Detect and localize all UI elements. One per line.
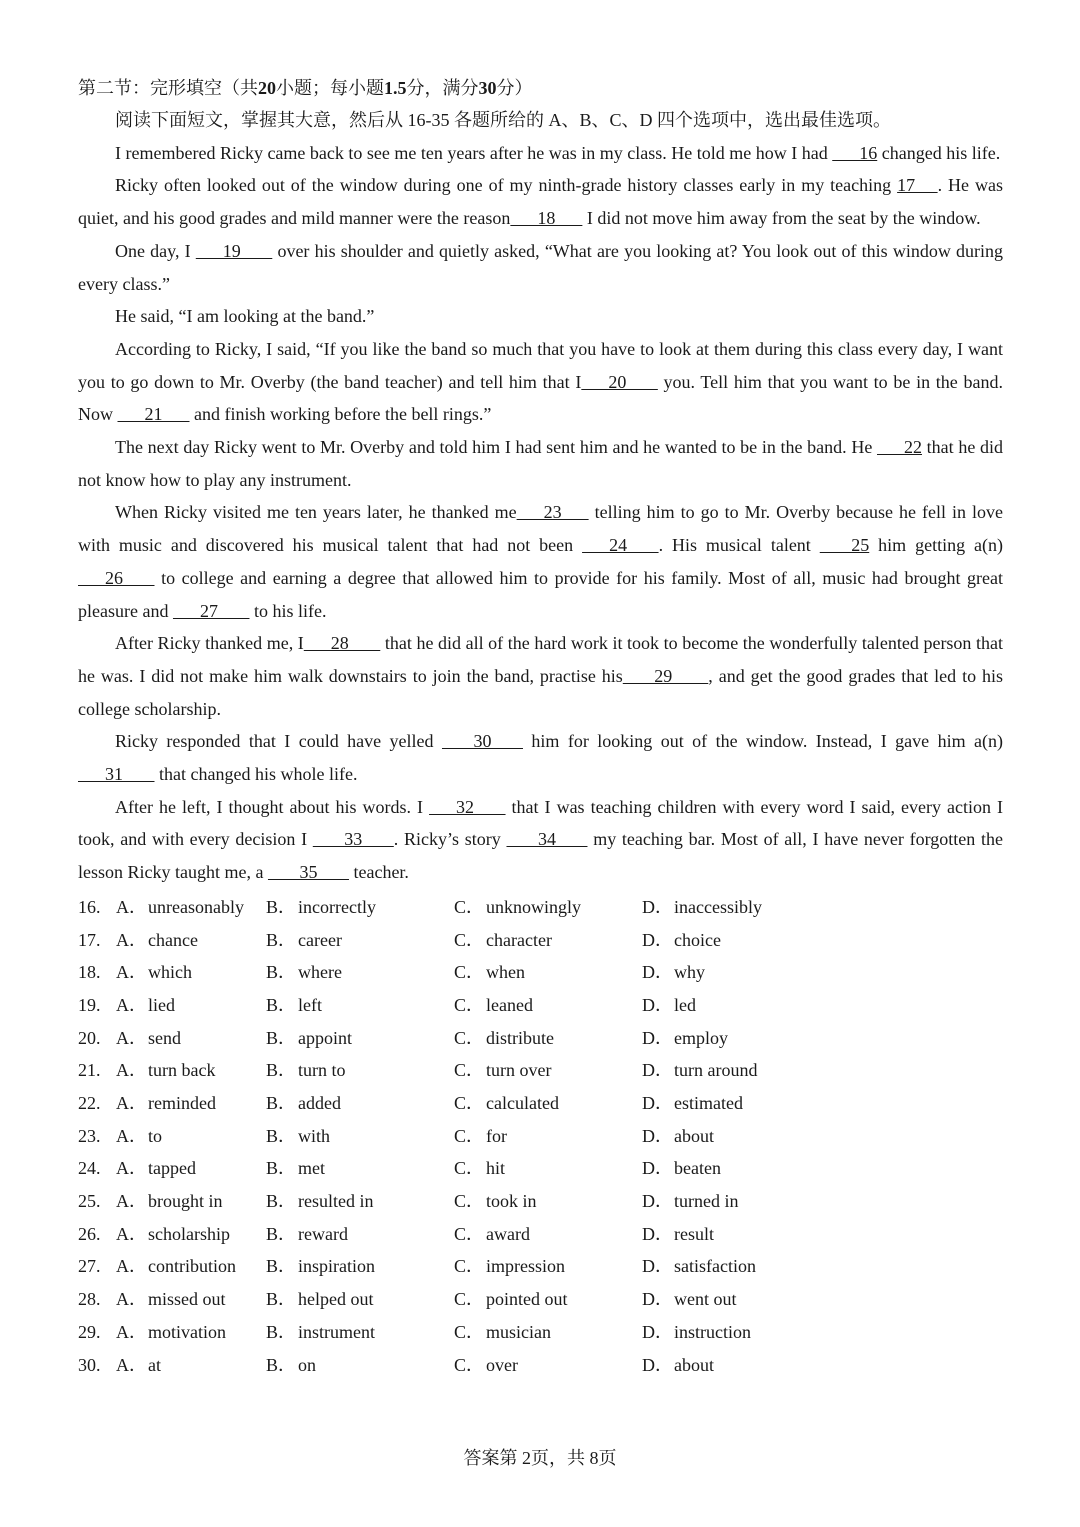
option-text: musician (486, 1321, 551, 1342)
option-a (116, 1152, 266, 1185)
answer-blank: 23 (516, 502, 589, 523)
question-number: 28. (78, 1289, 101, 1310)
option-c (454, 1250, 642, 1283)
section-title-text: 分） (496, 78, 533, 98)
passage-paragraph (78, 725, 1003, 790)
option-text: chance (148, 929, 198, 950)
option-text: for (486, 1125, 507, 1146)
option-a (116, 1054, 266, 1087)
passage-text: that he did all of the hard work it took to become the wonderfully talented person that he was. I did not make him walk downstairs to join the band, practise his (78, 633, 1004, 686)
passage-text: him for looking out of the window. Instead, I gave him a(n) (522, 731, 1003, 752)
answer-blank: 24 (582, 535, 659, 556)
option-text: why (674, 962, 705, 983)
option-text: added (298, 1093, 341, 1113)
section-title-count: 20 (258, 78, 276, 98)
option-letter: D． (642, 1060, 673, 1081)
option-letter: B． (266, 1354, 297, 1375)
option-letter: C． (454, 1256, 485, 1277)
option-letter: C． (454, 1125, 485, 1146)
option-letter: D． (642, 1289, 673, 1310)
option-letter: B． (266, 1289, 297, 1310)
passage-paragraph (78, 137, 1003, 170)
option-letter: A． (116, 1321, 147, 1342)
option-text: went out (674, 1289, 737, 1310)
option-d (642, 1120, 842, 1153)
option-text: left (298, 994, 322, 1015)
option-text: appoint (298, 1027, 352, 1048)
option-row (78, 1120, 1003, 1153)
option-d (642, 1250, 842, 1283)
option-letter: A． (116, 1256, 147, 1277)
option-text: about (674, 1125, 714, 1146)
option-letter: A． (116, 1191, 147, 1212)
option-row (78, 1022, 1003, 1055)
option-letter: B． (266, 896, 297, 917)
option-row (78, 1250, 1003, 1283)
option-a (116, 1283, 266, 1316)
answer-blank: 28 (303, 633, 381, 654)
option-text: turned in (674, 1191, 739, 1212)
option-letter: A． (116, 1027, 147, 1048)
passage-text: When Ricky visited me ten years later, he thanked me (115, 502, 517, 523)
option-letter: D． (642, 1354, 673, 1375)
option-a (116, 924, 266, 957)
option-text: helped out (298, 1289, 374, 1310)
option-row (78, 1283, 1003, 1316)
cloze-passage (78, 137, 1003, 889)
option-d (642, 1185, 842, 1218)
option-a (116, 1087, 266, 1120)
passage-paragraph (78, 235, 1003, 300)
option-letter: C． (454, 1321, 485, 1342)
option-b (266, 956, 454, 989)
passage-paragraph (78, 333, 1003, 431)
question-number: 21. (78, 1060, 101, 1081)
option-letter: B． (266, 994, 297, 1015)
option-row (78, 956, 1003, 989)
section-title-total: 30 (478, 78, 497, 98)
option-text: result (674, 1223, 714, 1244)
option-c (454, 1316, 642, 1349)
option-text: choice (674, 929, 721, 950)
question-number: 26. (78, 1223, 101, 1244)
answer-blank: 34 (506, 829, 588, 850)
page-footer: 答案第 2页，共 8页 (463, 1448, 617, 1468)
option-letter: A． (116, 1093, 147, 1113)
option-letter: A． (116, 994, 147, 1015)
option-d (642, 989, 842, 1022)
question-number: 16. (78, 896, 101, 917)
option-letter: C． (454, 896, 485, 917)
option-c (454, 1218, 642, 1251)
answer-blank: 21 (117, 404, 190, 425)
answer-blank: 20 (581, 371, 658, 392)
option-letter: C． (454, 1191, 485, 1212)
option-letter: B． (266, 1223, 297, 1244)
option-text: unreasonably (148, 896, 244, 917)
option-b (266, 1022, 454, 1055)
passage-text: , and get the good grades that led to his college scholarship. (78, 665, 1003, 719)
passage-text: that he did not know how to play any instrument. (78, 437, 1004, 490)
passage-paragraph (78, 169, 1003, 234)
option-letter: D． (642, 1223, 673, 1244)
option-letter: A． (116, 929, 147, 950)
option-text: with (298, 1125, 331, 1146)
passage-text: to college and earning a degree that allowed him to provide for his family. Most of all, music had brought great pleasure and (78, 567, 1003, 621)
option-letter: A． (116, 1289, 147, 1310)
option-a (116, 1185, 266, 1218)
passage-text: After Ricky thanked me, I (115, 633, 304, 654)
option-letter: B． (266, 1191, 297, 1212)
option-letter: A． (116, 1354, 147, 1375)
option-letter: A． (116, 962, 147, 983)
option-letter: A． (116, 896, 147, 917)
option-b (266, 1316, 454, 1349)
option-text: estimated (674, 1093, 743, 1113)
section-title (78, 72, 1003, 104)
answer-options (78, 891, 1003, 1381)
passage-text: The next day Ricky went to Mr. Overby and told him I had sent him and he wanted to be in the band. He (115, 437, 877, 458)
passage-text: teacher. (348, 862, 409, 883)
option-d (642, 1283, 842, 1316)
answer-blank: 18 (510, 208, 583, 229)
option-letter: B． (266, 1256, 297, 1277)
passage-text: that I was teaching children with every word I said, every action I took, and with every decision I (78, 796, 1004, 850)
option-b (266, 1283, 454, 1316)
option-text: turn to (298, 1060, 346, 1081)
option-text: reward (298, 1223, 348, 1244)
passage-text: my teaching bar. Most of all, I have never forgotten the lesson Ricky taught me, a (78, 829, 1003, 883)
option-a (116, 1349, 266, 1382)
passage-text: . Ricky’s story (393, 829, 507, 850)
option-c (454, 891, 642, 924)
option-text: instruction (674, 1321, 751, 1342)
answer-blank: 33 (312, 829, 394, 850)
option-text: send (148, 1027, 181, 1048)
passage-paragraph (78, 791, 1003, 889)
option-letter: A． (116, 1125, 147, 1146)
option-text: lied (148, 994, 175, 1015)
option-a (116, 956, 266, 989)
option-letter: D． (642, 1256, 673, 1277)
option-b (266, 1349, 454, 1382)
option-letter: C． (454, 1093, 485, 1113)
option-c (454, 1185, 642, 1218)
option-text: about (674, 1354, 714, 1375)
option-d (642, 1022, 842, 1055)
option-a (116, 1120, 266, 1153)
option-letter: C． (454, 1289, 485, 1310)
answer-blank: 22 (877, 437, 922, 458)
option-c (454, 1120, 642, 1153)
answer-blank: 29 (622, 665, 709, 686)
option-b (266, 891, 454, 924)
question-number: 23. (78, 1125, 101, 1146)
option-d (642, 1087, 842, 1120)
option-text: incorrectly (298, 896, 376, 917)
passage-text: . His musical talent (658, 535, 820, 556)
passage-text: According to Ricky, I said, “If you like the band so much that you have to look at them during this class every day, I want you to go down to Mr. Overby (the band teacher) and tell him that I (78, 338, 1003, 392)
option-text: employ (674, 1027, 728, 1048)
question-number: 19. (78, 994, 101, 1015)
option-row (78, 1054, 1003, 1087)
option-text: inaccessibly (674, 896, 762, 917)
option-letter: B． (266, 1158, 297, 1179)
option-row (78, 891, 1003, 924)
option-letter: B． (266, 1060, 297, 1081)
answer-blank: 16 (832, 142, 878, 163)
question-number: 29. (78, 1321, 101, 1342)
option-letter: B． (266, 1321, 297, 1342)
option-letter: B． (266, 962, 297, 983)
option-letter: C． (454, 962, 485, 983)
option-c (454, 924, 642, 957)
option-letter: D． (642, 962, 673, 983)
passage-text: . He was quiet, and his good grades and mild manner were the reason (78, 175, 1003, 229)
section-title-text: 分，满分 (406, 78, 479, 98)
option-letter: B． (266, 1093, 297, 1113)
option-text: calculated (486, 1093, 559, 1113)
passage-text: that changed his whole life. (154, 764, 358, 785)
option-text: distribute (486, 1027, 554, 1048)
option-a (116, 1316, 266, 1349)
option-text: contribution (148, 1256, 236, 1277)
option-letter: A． (116, 1158, 147, 1179)
answer-blank: 32 (429, 796, 506, 817)
option-text: inspiration (298, 1256, 375, 1277)
option-c (454, 1087, 642, 1120)
question-number: 24. (78, 1158, 101, 1179)
option-text: instrument (298, 1321, 375, 1342)
answer-sheet-page (78, 72, 1003, 1381)
option-letter: D． (642, 1093, 673, 1113)
question-number: 20. (78, 1027, 101, 1048)
option-letter: C． (454, 1158, 485, 1179)
passage-text: I did not move him away from the seat by the window. (582, 208, 981, 229)
option-a (116, 1022, 266, 1055)
option-text: led (674, 994, 696, 1015)
option-d (642, 956, 842, 989)
option-text: took in (486, 1191, 537, 1212)
option-c (454, 1054, 642, 1087)
option-row (78, 1349, 1003, 1382)
option-b (266, 924, 454, 957)
answer-blank: 27 (172, 600, 250, 621)
option-text: turn over (486, 1060, 552, 1081)
option-letter: C． (454, 994, 485, 1015)
option-letter: D． (642, 1321, 673, 1342)
option-letter: C． (454, 1060, 485, 1081)
option-text: resulted in (298, 1191, 374, 1212)
option-b (266, 1120, 454, 1153)
answer-blank: 26 (78, 567, 155, 588)
option-letter: B． (266, 1125, 297, 1146)
option-text: reminded (148, 1093, 216, 1113)
passage-text: you. Tell him that you want to be in the band. Now (78, 371, 1003, 425)
section-title-points: 1.5 (384, 78, 407, 98)
answer-blank: 35 (267, 862, 349, 883)
option-letter: D． (642, 929, 673, 950)
passage-text: After he left, I thought about his words. I (115, 796, 430, 817)
option-b (266, 1250, 454, 1283)
option-letter: D． (642, 1125, 673, 1146)
option-a (116, 989, 266, 1022)
option-text: when (486, 962, 525, 983)
option-text: over (486, 1354, 518, 1375)
option-a (116, 1250, 266, 1283)
instructions: 阅读下面短文，掌握其大意，然后从 16-35 各题所给的 A、B、C、D 四个选项中，选出最佳选项。 (115, 110, 891, 130)
question-number: 27. (78, 1256, 101, 1277)
passage-paragraph (78, 431, 1003, 496)
passage-text: One day, I (115, 240, 196, 261)
option-b (266, 1087, 454, 1120)
option-text: turn back (148, 1060, 216, 1081)
section-title-text: 第二节：完形填空（共 (78, 78, 258, 98)
option-a (116, 1218, 266, 1251)
question-number: 30. (78, 1354, 101, 1375)
option-c (454, 956, 642, 989)
answer-blank: 19 (195, 240, 273, 261)
option-d (642, 1152, 842, 1185)
option-row (78, 1185, 1003, 1218)
passage-text: He said, “I am looking at the band.” (115, 306, 375, 327)
option-letter: D． (642, 1158, 673, 1179)
option-text: career (298, 929, 342, 950)
answer-blank: 31 (78, 764, 155, 785)
option-c (454, 1022, 642, 1055)
option-row (78, 989, 1003, 1022)
option-d (642, 1218, 842, 1251)
option-letter: A． (116, 1060, 147, 1081)
option-letter: C． (454, 1223, 485, 1244)
option-letter: B． (266, 1027, 297, 1048)
passage-paragraph (78, 627, 1003, 725)
option-b (266, 1152, 454, 1185)
option-d (642, 1054, 842, 1087)
question-number: 18. (78, 962, 101, 983)
option-letter: B． (266, 929, 297, 950)
option-text: at (148, 1354, 161, 1375)
passage-text: him getting a(n) (869, 535, 1003, 556)
section-title-text: 小题；每小题 (276, 78, 384, 98)
passage-text: changed his life. (877, 142, 1001, 163)
answer-blank: 25 (819, 535, 870, 556)
passage-paragraph (78, 300, 1003, 333)
question-number: 25. (78, 1191, 101, 1212)
option-letter: C． (454, 1354, 485, 1375)
option-d (642, 891, 842, 924)
option-text: leaned (486, 994, 533, 1015)
option-text: hit (486, 1158, 506, 1179)
option-row (78, 1316, 1003, 1349)
option-c (454, 989, 642, 1022)
answer-blank: 17 (897, 175, 938, 196)
option-text: unknowingly (486, 896, 582, 917)
option-text: missed out (148, 1289, 226, 1310)
option-text: where (298, 962, 342, 983)
option-row (78, 1218, 1003, 1251)
option-text: turn around (674, 1060, 758, 1081)
passage-text: to his life. (249, 600, 327, 621)
option-row (78, 1152, 1003, 1185)
passage-paragraph (78, 496, 1003, 627)
option-letter: D． (642, 1027, 673, 1048)
option-b (266, 1054, 454, 1087)
option-text: scholarship (148, 1223, 230, 1244)
option-d (642, 1349, 842, 1382)
option-text: met (298, 1158, 325, 1179)
option-text: which (148, 962, 192, 983)
option-text: motivation (148, 1321, 226, 1342)
option-letter: A． (116, 1223, 147, 1244)
option-letter: C． (454, 1027, 485, 1048)
option-text: brought in (148, 1191, 223, 1212)
option-row (78, 1087, 1003, 1120)
option-c (454, 1283, 642, 1316)
option-b (266, 1185, 454, 1218)
option-text: pointed out (486, 1289, 568, 1310)
question-number: 17. (78, 929, 101, 950)
option-letter: D． (642, 994, 673, 1015)
option-text: character (486, 929, 552, 950)
option-d (642, 1316, 842, 1349)
option-b (266, 1218, 454, 1251)
option-c (454, 1349, 642, 1382)
option-row (78, 924, 1003, 957)
option-text: tapped (148, 1158, 196, 1179)
passage-text: Ricky responded that I could have yelled (115, 731, 442, 752)
option-text: satisfaction (674, 1256, 756, 1277)
option-letter: D． (642, 896, 673, 917)
option-d (642, 924, 842, 957)
option-text: beaten (674, 1158, 721, 1179)
passage-text: telling him to go to Mr. Overby because he fell in love with music and discovered his musical talent that had not been (78, 502, 1003, 556)
passage-text: I remembered Ricky came back to see me ten years after he was in my class. He told me how I had (115, 142, 833, 163)
option-text: award (486, 1223, 530, 1244)
option-a (116, 891, 266, 924)
passage-text: over his shoulder and quietly asked, “What are you looking at? You look out of this window during every class.” (78, 240, 1003, 294)
option-text: on (298, 1354, 316, 1375)
question-number: 22. (78, 1093, 101, 1113)
option-letter: D． (642, 1191, 673, 1212)
option-c (454, 1152, 642, 1185)
answer-blank: 30 (441, 731, 523, 752)
option-letter: C． (454, 929, 485, 950)
passage-text: and finish working before the bell rings.” (189, 404, 492, 425)
option-b (266, 989, 454, 1022)
option-text: impression (486, 1256, 565, 1277)
option-text: to (148, 1125, 163, 1146)
passage-text: Ricky often looked out of the window during one of my ninth-grade history classes early in my teaching (115, 175, 898, 196)
